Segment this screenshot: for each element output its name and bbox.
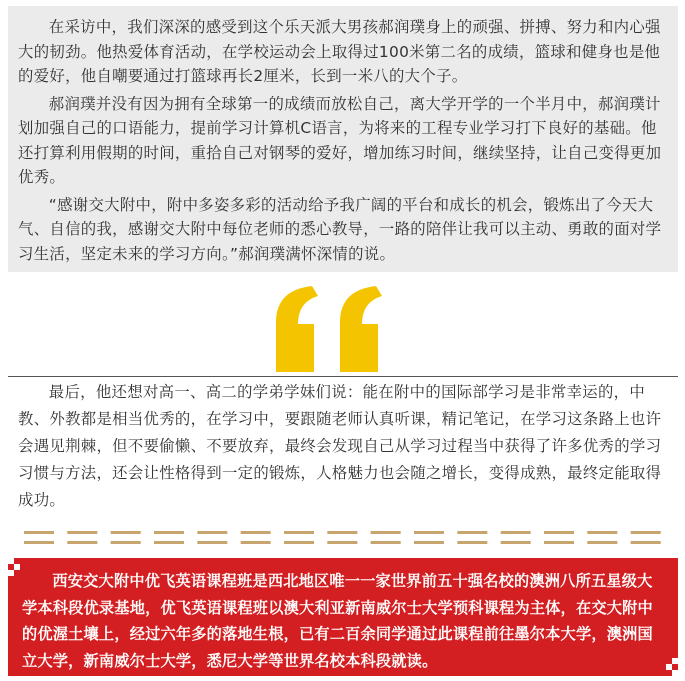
dash-bar xyxy=(197,541,227,544)
quote-left-mark xyxy=(276,286,318,372)
dash-bar xyxy=(284,541,314,544)
paragraph-interview-impression: 在采访中，我们深深的感受到这个乐天派大男孩郝润璞身上的顽强、拼搏、努力和内心强大的韧劲。他热爱体育活动，在学校运动会上取得过100米第二名的成绩，篮球和健身也是他的爱好，他自嘲要通过打篮球再长2厘米，长到一米八的大个子。 xyxy=(18,18,661,85)
advice-section xyxy=(8,376,678,514)
dash-bar xyxy=(587,531,617,534)
dash-bar xyxy=(111,531,141,534)
dash-bar xyxy=(154,531,184,534)
dash-bar xyxy=(197,531,227,534)
dash-bar xyxy=(241,531,271,534)
dash-bar xyxy=(457,541,487,544)
dash-bar xyxy=(414,541,444,544)
dash-bar xyxy=(67,531,97,534)
dash-bar xyxy=(371,531,401,534)
dash-bar xyxy=(327,531,357,534)
program-intro-section xyxy=(8,558,678,676)
dash-bar xyxy=(414,531,444,534)
dash-bar xyxy=(501,531,531,534)
dash-bar xyxy=(24,531,54,534)
dash-bar xyxy=(284,531,314,534)
dash-bar xyxy=(587,541,617,544)
double-quote-icon xyxy=(270,282,390,382)
dash-bar xyxy=(371,541,401,544)
dash-bar xyxy=(327,541,357,544)
dash-bar xyxy=(241,541,271,544)
dash-bar xyxy=(501,541,531,544)
corner-decoration-top-left xyxy=(8,558,26,576)
dash-bar xyxy=(67,541,97,544)
quote-right-mark xyxy=(340,286,382,372)
paragraph-advice: 最后，他还想对高一、高二的学弟学妹们说：能在附中的国际部学习是非常幸运的，中教、外教都是相当优秀的，在学习中，要跟随老师认真听课，精记笔记，在学习这条路上也许会遇见荆棘，但不要偷懒、不要放弃，最终会发现自己从学习过程当中获得了许多优秀的学习习惯与方法，还会让性格得到一定的锻炼，人格魅力也会随之增长，变得成熟，最终定能取得成功。 xyxy=(18,383,662,509)
paragraph-program-intro: 西安交大附中优飞英语课程班是西北地区唯一一家世界前五十强名校的澳洲八所五星级大学本科段优录基地，优飞英语课程班以澳大利亚新南威尔士大学预科课程为主体，在交大附中的优渥土壤上，经过六年多的落地生根，已有二百余同学通过此课程前往墨尔本大学，澳洲国立大学，新南威尔士大学，悉尼大学等世界名校本科段就读。 xyxy=(22,572,653,670)
dash-bar xyxy=(457,531,487,534)
paragraph-plans: 郝润璞并没有因为拥有全球第一的成绩而放松自己，离大学开学的一个半月中，郝润璞计划加强自己的口语能力，提前学习计算机C语言，为将来的工程专业学习打下良好的基础。他还打算利用假期的时间，重拾自己对钢琴的爱好，增加练习时间，继续坚持，让自己变得更加优秀。 xyxy=(18,94,662,186)
corner-decoration-bottom-right xyxy=(660,658,678,676)
dash-bar xyxy=(544,541,574,544)
paragraph-gratitude-quote: “感谢交大附中，附中多姿多彩的活动给予我广阔的平台和成长的机会，锻炼出了今天大气、自信的我，感谢交大附中每位老师的悉心教导，一路的陪伴让我可以主动、勇敢的面对学习生活，坚定未来的学习方向。”郝润璞满怀深情的说。 xyxy=(18,195,662,263)
dash-divider xyxy=(18,528,668,548)
dash-bar xyxy=(631,541,661,544)
dash-bar xyxy=(24,541,54,544)
dash-bar xyxy=(631,531,661,534)
dash-bar xyxy=(111,541,141,544)
dash-bar xyxy=(544,531,574,534)
dash-bar xyxy=(154,541,184,544)
interview-section xyxy=(8,6,678,272)
